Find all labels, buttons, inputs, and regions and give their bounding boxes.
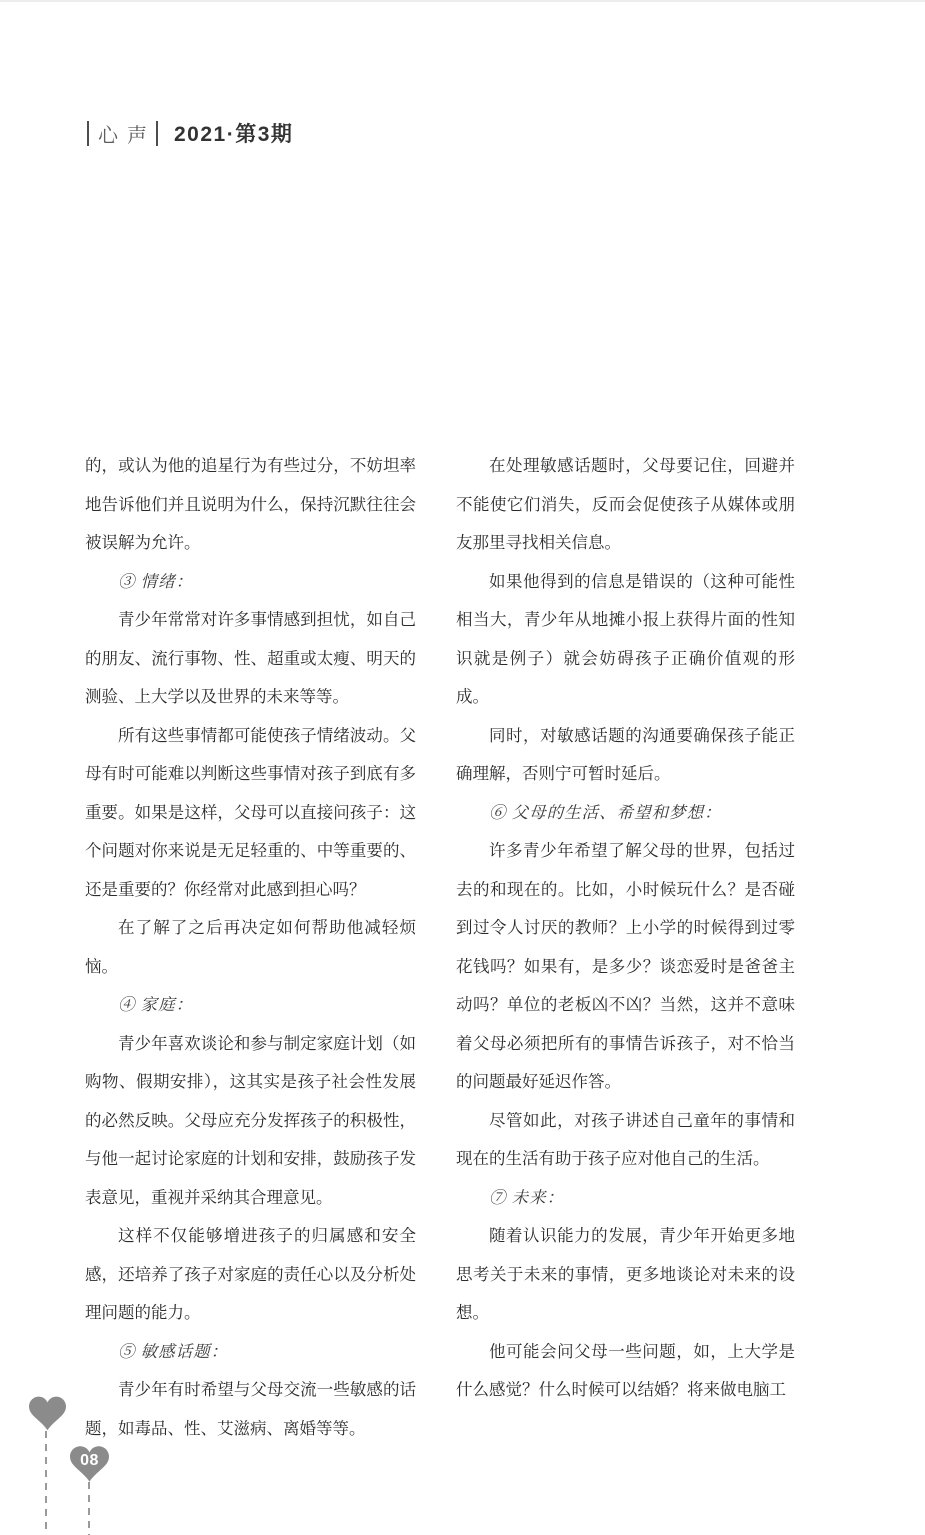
section-heading: ⑥ 父母的生活、希望和梦想：: [489, 802, 722, 822]
page-header: [78, 117, 293, 149]
paragraph: 青少年喜欢谈论和参与制定家庭计划（如购物、假期安排），这其实是孩子社会性发展的必然反映。父母应充分发挥孩子的积极性，与他一起讨论家庭的计划和安排，鼓励孩子发表意见，重视并采纳其合理意见。: [85, 1033, 416, 1207]
journal-title: 心声: [98, 124, 156, 147]
paragraph: 所有这些事情都可能使孩子情绪波动。父母有时可能难以判断这些事情对孩子到底有多重要。如果是这样，父母可以直接问孩子：这个问题对你来说是无足轻重的、中等重要的、还是重要的？你经常对此感到担心吗？: [85, 725, 416, 899]
paragraph: 的，或认为他的追星行为有些过分，不妨坦率地告诉他们并且说明为什么，保持沉默往往会被误解为允许。: [85, 456, 416, 552]
paragraph: 在处理敏感话题时，父母要记住，回避并不能使它们消失，反而会促使孩子从媒体或朋友那里寻找相关信息。: [456, 456, 795, 552]
heart-icon: [29, 1396, 66, 1432]
paragraph: 他可能会问父母一些问题，如，上大学是什么感觉？什么时候可以结婚？将来做电脑工: [456, 1341, 795, 1399]
paragraph: 这样不仅能够增进孩子的归属感和安全感，还培养了孩子对家庭的责任心以及分析处理问题的能力。: [85, 1226, 416, 1322]
section-heading: ③ 情绪：: [118, 571, 194, 591]
paragraph: 尽管如此，对孩子讲述自己童年的事情和现在的生活有助于孩子应对他自己的生活。: [456, 1110, 795, 1168]
paragraph: 如果他得到的信息是错误的（这种可能性相当大，青少年从地摊小报上获得片面的性知识就是例子）就会妨碍孩子正确价值观的形成。: [456, 571, 795, 706]
column-left: [85, 447, 416, 1448]
column-right: [456, 447, 795, 1410]
paragraph: 同时，对敏感话题的沟通要确保孩子能正确理解，否则宁可暂时延后。: [456, 725, 795, 783]
paragraph: 在了解了之后再决定如何帮助他减轻烦恼。: [85, 918, 416, 976]
page-top-edge: [0, 0, 925, 2]
dashed-line: [88, 1482, 90, 1535]
section-heading: ④ 家庭：: [118, 995, 194, 1014]
paragraph: 青少年常常对许多事情感到担忧，如自己的朋友、流行事物、性、超重或太瘦、明天的测验、上大学以及世界的未来等等。: [85, 610, 416, 706]
section-heading: ⑦ 未来：: [489, 1187, 565, 1207]
issue-label: 2021·第3期: [174, 123, 294, 146]
paragraph: 随着认识能力的发展，青少年开始更多地思考关于未来的事情，更多地谈论对未来的设想。: [456, 1226, 795, 1322]
page-number: 08: [80, 1452, 99, 1469]
section-heading: ⑤ 敏感话题：: [118, 1341, 229, 1361]
divider-bar: [87, 121, 89, 146]
page-number-heart-icon: [70, 1445, 109, 1484]
paragraph: 青少年有时希望与父母交流一些敏感的话题，如毒品、性、艾滋病、离婚等等。: [85, 1380, 416, 1438]
paragraph: 许多青少年希望了解父母的世界，包括过去的和现在的。比如，小时候玩什么？是否碰到过令人讨厌的教师？上小学的时候得到过零花钱吗？如果有，是多少？谈恋爱时是爸爸主动吗？单位的老板凶不凶？当然，这并不意味着父母必须把所有的事情告诉孩子，对不恰当的问题最好延迟作答。: [456, 841, 795, 1091]
divider-bar: [156, 121, 158, 146]
dashed-line: [45, 1431, 47, 1535]
